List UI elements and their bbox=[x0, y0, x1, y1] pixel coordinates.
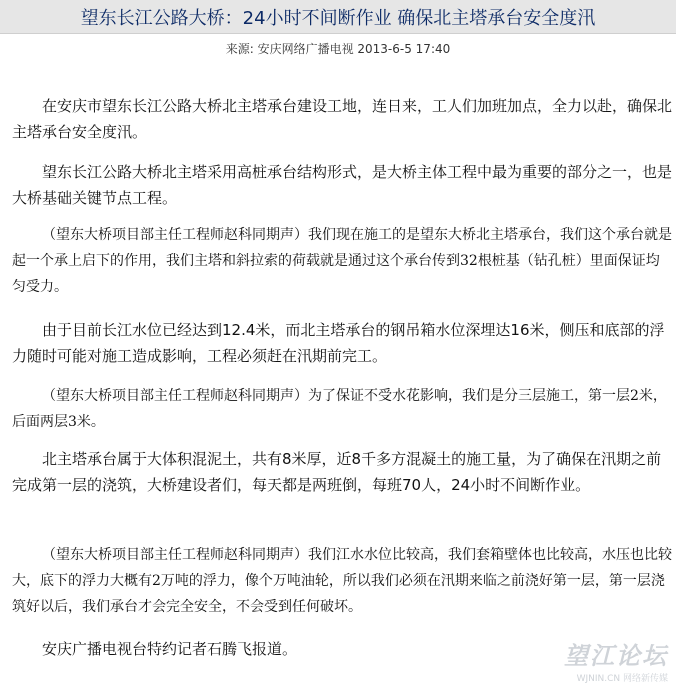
quote-paragraph-2: （望东大桥项目部主任工程师赵科同期声）为了保证不受水花影响，我们是分三层施工，第一层2米，后面两层3米。 bbox=[12, 388, 667, 430]
paragraph-4: 北主塔承台属于大体积混泥土，共有8米厚，近8千多方混凝土的施工量，为了确保在汛期之前完成第一层的浇筑，大桥建设者们，每天都是两班倒，每班70人，24小时不间断作业。 bbox=[12, 450, 662, 494]
article-title: 望东长江公路大桥：24小时不间断作业 确保北主塔承台安全度汛 bbox=[80, 7, 596, 29]
paragraph-2: 望东长江公路大桥北主塔采用高桩承台结构形式，是大桥主体工程中最为重要的部分之一，也是大桥基础关键节点工程。 bbox=[12, 163, 673, 207]
site-watermark bbox=[564, 636, 668, 684]
paragraph-1: 在安庆市望东长江公路大桥北主塔承台建设工地，连日来，工人们加班加点，全力以赴，确保北主塔承台安全度汛。 bbox=[12, 97, 673, 141]
quote-paragraph-3: （望东大桥项目部主任工程师赵科同期声）我们江水水位比较高，我们套箱壁体也比较高，水压也比较大，底下的浮力大概有2万吨的浮力，像个万吨油轮，所以我们必须在汛期来临之前浇好第一层，第一层浇筑好以后，我们承台才会完全安全，不会受到任何破坏。 bbox=[12, 547, 672, 615]
quote-paragraph-1: （望东大桥项目部主任工程师赵科同期声）我们现在施工的是望东大桥北主塔承台，我们这个承台就是起一个承上启下的作用，我们主塔和斜拉索的荷载就是通过这个承台传到32根桩基（钻孔桩）里面保证均匀受力。 bbox=[12, 227, 672, 295]
title-bar bbox=[0, 0, 676, 34]
paragraph-3: 由于目前长江水位已经达到12.4米，而北主塔承台的钢吊箱水位深埋达16米，侧压和底部的浮力随时可能对施工造成影响，工程必须赶在汛期前完工。 bbox=[12, 321, 665, 365]
article-source: 来源: 安庆网络广播电视 2013-6-5 17:40 bbox=[225, 42, 451, 56]
watermark-url: WJNIN.CN 网络新传媒 bbox=[576, 674, 668, 684]
watermark-logo: 望江论坛 bbox=[564, 642, 668, 670]
paragraph-5: 安庆广播电视台特约记者石腾飞报道。 bbox=[42, 640, 298, 658]
